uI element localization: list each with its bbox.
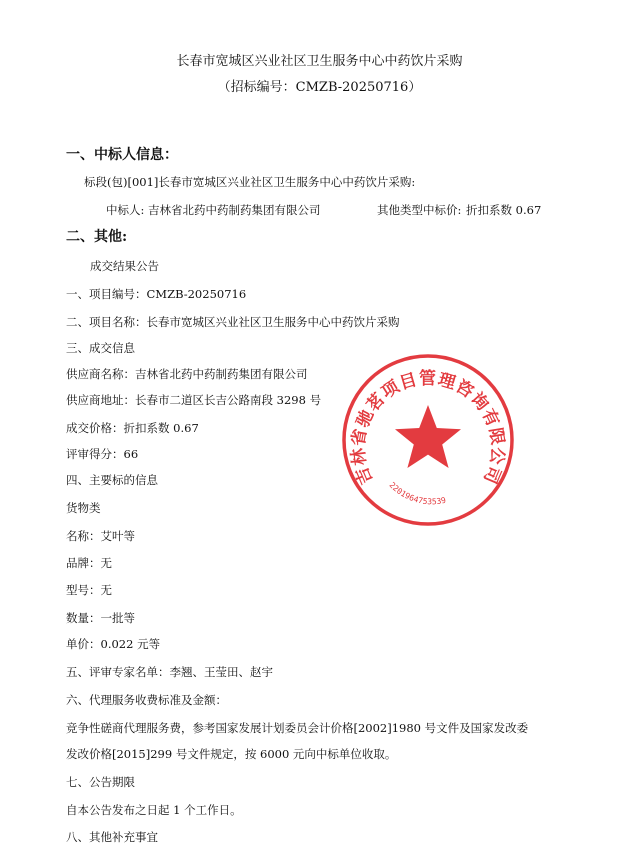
section1-heading: 一、中标人信息： xyxy=(66,147,178,163)
fee-text-line2: 发改价格[2015]299 号文件规定，按 6000 元向中标单位收取。 xyxy=(66,747,397,761)
main-subject-title: 四、主要标的信息 xyxy=(66,473,158,487)
item-quantity: 数量：一批等 xyxy=(66,611,135,625)
period-title: 七、公告期限 xyxy=(66,775,135,789)
lot-line: 标段(包)[001]长春市宽城区兴业社区卫生服务中心中药饮片采购: xyxy=(84,175,416,189)
supplier-name: 供应商名称：吉林省北药中药制药集团有限公司 xyxy=(66,367,308,381)
item-unit-price: 单价：0.022 元等 xyxy=(66,637,161,651)
bid-number: （招标编号：CMZB-20250716） xyxy=(217,80,422,95)
project-number: 一、项目编号：CMZB-20250716 xyxy=(66,287,247,301)
seal-star-icon xyxy=(395,405,461,468)
supplier-address: 供应商地址：长春市二道区长吉公路南段 3298 号 xyxy=(66,393,322,407)
announcement-title: 成交结果公告 xyxy=(90,259,159,273)
experts-list: 五、评审专家名单：李翘、王莹田、赵宇 xyxy=(66,665,273,679)
section2-heading: 二、其他: xyxy=(66,229,128,245)
fee-text-line1: 竞争性磋商代理服务费，参考国家发展计划委员会计价格[2002]1980 号文件及国家发改委 xyxy=(66,721,529,735)
goods-type: 货物类 xyxy=(66,501,101,515)
doc-title: 长春市宽城区兴业社区卫生服务中心中药饮片采购 xyxy=(176,54,463,69)
fee-title: 六、代理服务收费标准及金额： xyxy=(66,693,227,707)
deal-price: 成交价格：折扣系数 0.67 xyxy=(66,421,199,435)
period-text: 自本公告发布之日起 1 个工作日。 xyxy=(66,803,242,817)
review-score: 评审得分：66 xyxy=(66,447,139,461)
other-title: 八、其他补充事宜 xyxy=(66,830,158,844)
item-name: 名称：艾叶等 xyxy=(66,529,135,543)
price-value: 折扣系数 0.67 xyxy=(466,203,542,217)
price-label: 其他类型中标价: xyxy=(377,203,462,217)
item-brand: 品牌：无 xyxy=(66,556,112,570)
winner-name: 吉林省北药中药制药集团有限公司 xyxy=(148,203,321,217)
winner-label: 中标人: xyxy=(106,203,145,217)
item-model: 型号：无 xyxy=(66,583,112,597)
project-name: 二、项目名称：长春市宽城区兴业社区卫生服务中心中药饮片采购 xyxy=(66,315,400,329)
svg-text:2201964753539: 2201964753539 xyxy=(387,480,447,507)
company-seal xyxy=(338,350,518,530)
svg-text:吉林省驰茗项目管理咨询有限公司: 吉林省驰茗项目管理咨询有限公司 xyxy=(348,369,508,488)
deal-info-title: 三、成交信息 xyxy=(66,341,135,355)
